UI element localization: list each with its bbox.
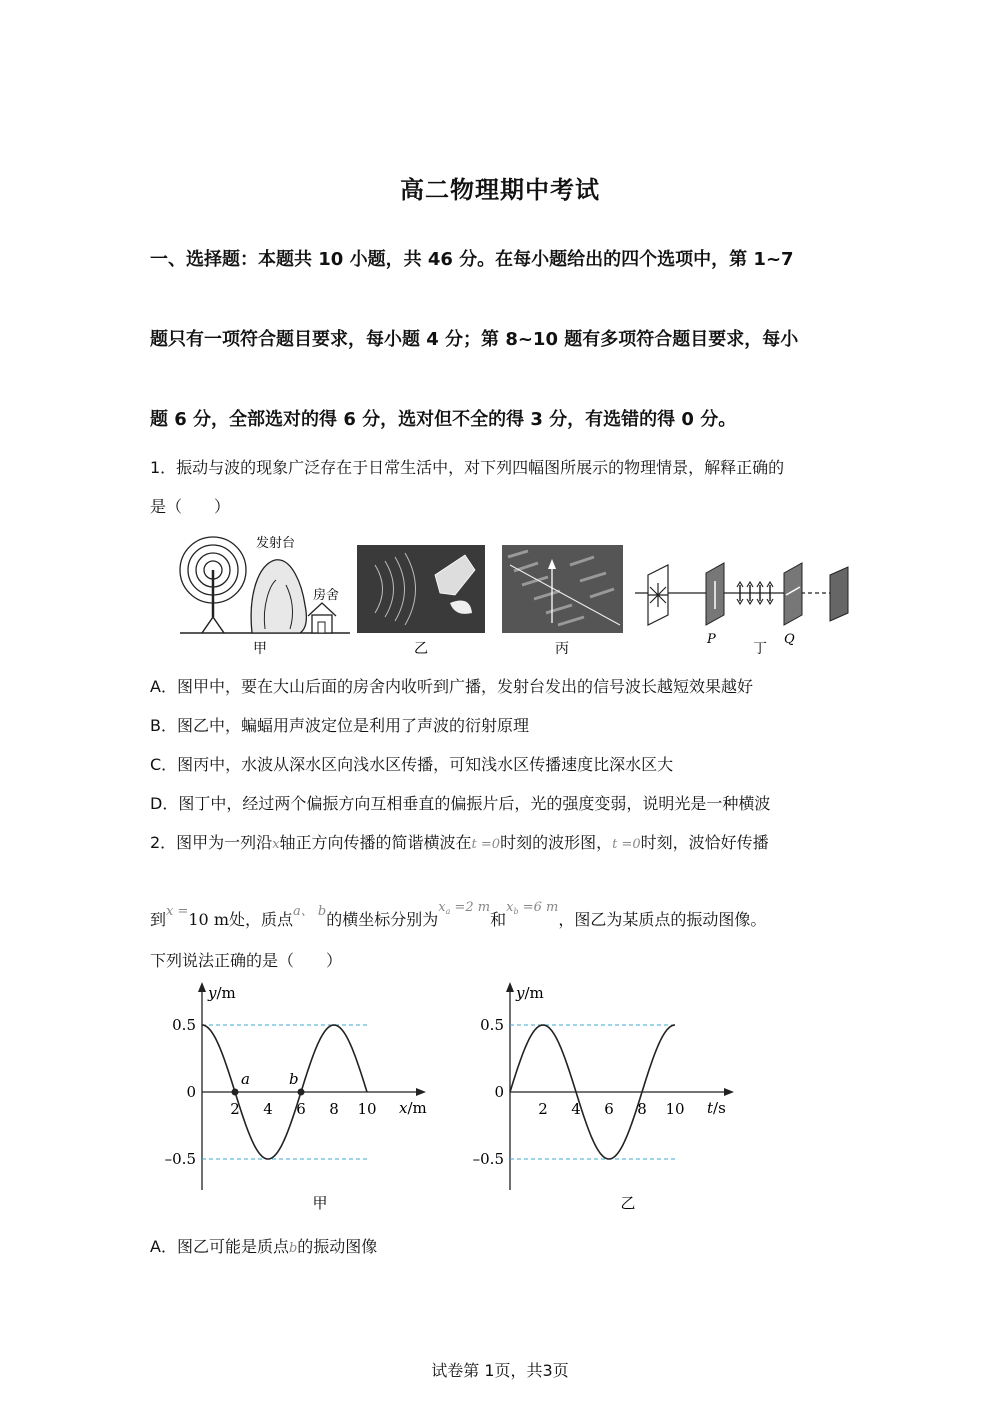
math-xa: xa =2 m <box>438 900 491 916</box>
chart-caption: 乙 <box>620 1194 636 1212</box>
point-label-b: b <box>289 1070 299 1088</box>
y-axis-arrow <box>198 982 206 992</box>
figure-jia <box>180 536 350 657</box>
y-tick-label: 0.5 <box>172 1016 196 1034</box>
x-tick-label: 2 <box>538 1100 548 1118</box>
math-t0-second: t =0 <box>612 837 641 852</box>
x-tick-label: 8 <box>637 1100 647 1118</box>
q1-stem-line-1: 1．振动与波的现象广泛存在于日常生活中，对下列四幅图所展示的物理情景，解释正确的 <box>150 458 785 477</box>
x-axis-label: x/m <box>399 1099 427 1117</box>
x-tick-label: 4 <box>571 1100 581 1118</box>
x-axis-arrow <box>416 1088 426 1096</box>
vibration-chart-yi <box>468 980 768 1220</box>
q2-stem-line-2: 到$^{x =}$10 m处，质点$^{a、 b}$的横坐标分别为$^{x_a =2 m}$和$^{x_b =6 m}$，图乙为某质点的振动图像。 <box>150 900 767 929</box>
y-tick-label: 0 <box>494 1083 504 1101</box>
x-axis-arrow <box>724 1088 734 1096</box>
y-axis-label: y/m <box>208 984 236 1002</box>
x-tick-label: 4 <box>263 1100 273 1118</box>
math-xb: xb =6 m <box>506 900 559 916</box>
x-tick-label: 10 <box>665 1100 685 1118</box>
x-tick-label: 8 <box>329 1100 339 1118</box>
page-title: 高二物理期中考试 <box>400 176 600 204</box>
wave-chart-jia <box>160 980 460 1220</box>
house-label: 房舍 <box>313 588 340 603</box>
caption-yi: 乙 <box>414 641 428 657</box>
point-label-a: a <box>241 1070 250 1088</box>
x-tick-label: 10 <box>357 1100 377 1118</box>
figure-ding <box>635 563 848 657</box>
tower-label: 发射台 <box>256 536 296 551</box>
y-tick-label: –0.5 <box>472 1150 504 1168</box>
y-axis-arrow <box>506 982 514 992</box>
y-axis-label: y/m <box>516 984 544 1002</box>
q2-stem-line-3: 下列说法正确的是（ ） <box>150 951 343 970</box>
q1-option-a: A．图甲中，要在大山后面的房舍内收听到广播，发射台发出的信号波长越短效果越好 <box>150 677 753 696</box>
section-heading-line-1: 一、选择题：本题共 10 小题，共 46 分。在每小题给出的四个选项中，第 1~7 <box>150 249 794 270</box>
y-tick-label: 0.5 <box>480 1016 504 1034</box>
y-tick-label: 0 <box>186 1083 196 1101</box>
section-heading-line-3: 题 6 分，全部选对的得 6 分，选对但不全的得 3 分，有选错的得 0 分。 <box>150 409 737 430</box>
point-b <box>298 1089 305 1096</box>
polarizer-p-label: P <box>707 632 716 647</box>
polarizer-q-label: Q <box>784 632 795 647</box>
caption-ding: 丁 <box>753 641 767 657</box>
q2-stem-line-1: 2．图甲为一列沿x轴正方向传播的简谐横波在t =0时刻的波形图，t =0时刻，波恰好传播 <box>150 833 769 852</box>
x-axis-label: t/s <box>707 1099 726 1117</box>
q1-option-d: D．图丁中，经过两个偏振方向互相垂直的偏振片后，光的强度变弱，说明光是一种横波 <box>150 794 771 813</box>
x-tick-label: 6 <box>296 1100 306 1118</box>
math-t0: t =0 <box>471 837 501 852</box>
q2-option-a: A．图乙可能是质点b的振动图像 <box>150 1237 378 1256</box>
q1-stem-line-2: 是（ ） <box>150 497 231 516</box>
figure-yi <box>357 545 485 657</box>
q1-option-b: B．图乙中，蝙蝠用声波定位是利用了声波的衍射原理 <box>150 716 529 735</box>
q1-figure <box>150 525 860 660</box>
math-x: x <box>272 837 280 852</box>
math-x-eq: x = <box>166 904 189 919</box>
x-tick-label: 6 <box>604 1100 614 1118</box>
point-a <box>232 1089 239 1096</box>
x-tick-label: 2 <box>230 1100 240 1118</box>
math-a-b: a、 b <box>293 904 327 919</box>
y-tick-label: –0.5 <box>164 1150 196 1168</box>
figure-bing <box>502 545 623 657</box>
math-b: b <box>288 1241 298 1256</box>
chart-caption: 甲 <box>312 1194 328 1212</box>
math-x-value: 10 m <box>188 910 229 929</box>
page-footer: 试卷第 1页，共3页 <box>431 1361 569 1380</box>
caption-jia: 甲 <box>253 641 267 657</box>
section-heading-line-2: 题只有一项符合题目要求，每小题 4 分；第 8~10 题有多项符合题目要求，每小 <box>150 329 799 350</box>
caption-bing: 丙 <box>555 641 569 657</box>
q1-option-c: C．图丙中，水波从深水区向浅水区传播，可知浅水区传播速度比深水区大 <box>150 755 674 774</box>
